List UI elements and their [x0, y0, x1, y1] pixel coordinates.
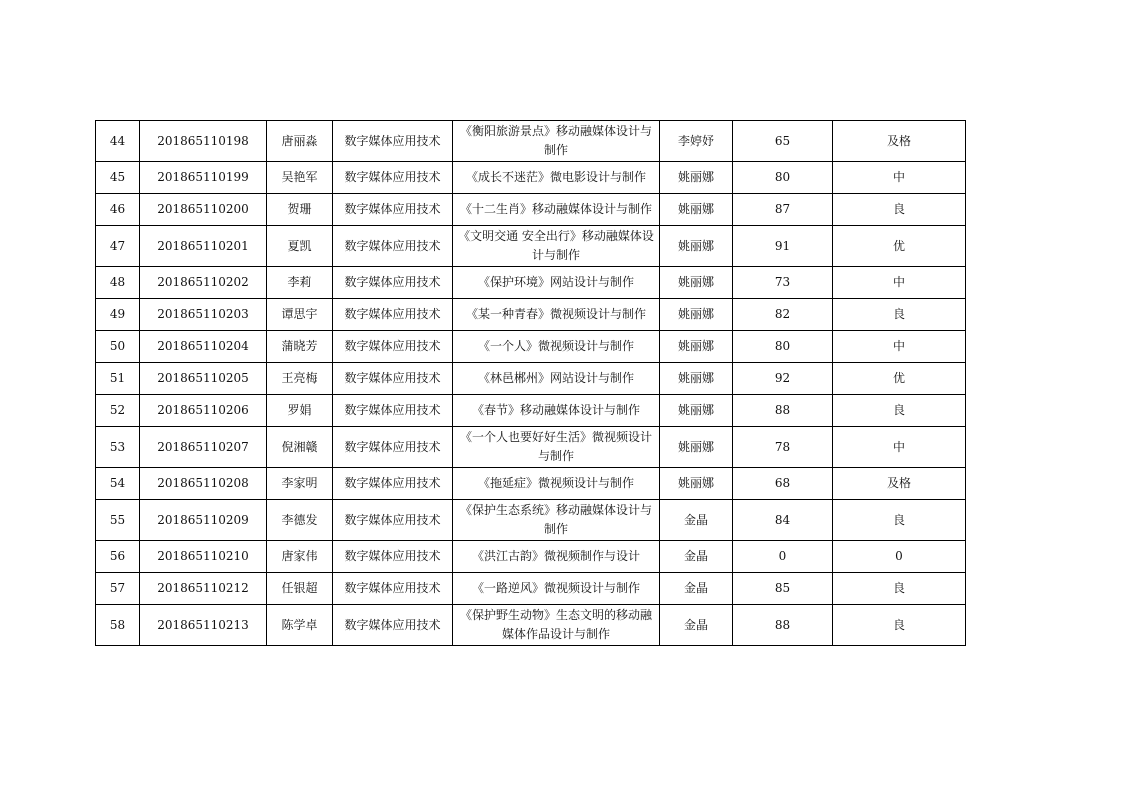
student-id-cell: 201865110208 — [140, 468, 267, 500]
row-number-cell: 56 — [96, 541, 140, 573]
advisor-cell: 姚丽娜 — [660, 194, 733, 226]
student-name-cell: 蒲晓芳 — [267, 331, 333, 363]
score-cell: 82 — [733, 299, 833, 331]
student-id-cell: 201865110206 — [140, 395, 267, 427]
advisor-cell: 姚丽娜 — [660, 427, 733, 468]
score-cell: 85 — [733, 573, 833, 605]
row-number-cell: 53 — [96, 427, 140, 468]
student-name-cell: 谭思宇 — [267, 299, 333, 331]
advisor-cell: 金晶 — [660, 605, 733, 646]
project-title-cell: 《一个人》微视频设计与制作 — [453, 331, 660, 363]
grade-cell: 中 — [833, 162, 966, 194]
advisor-cell: 姚丽娜 — [660, 395, 733, 427]
row-number-cell: 48 — [96, 267, 140, 299]
major-cell: 数字媒体应用技术 — [333, 299, 453, 331]
major-cell: 数字媒体应用技术 — [333, 162, 453, 194]
advisor-cell: 姚丽娜 — [660, 226, 733, 267]
student-id-cell: 201865110199 — [140, 162, 267, 194]
score-cell: 65 — [733, 121, 833, 162]
row-number-cell: 49 — [96, 299, 140, 331]
score-cell: 78 — [733, 427, 833, 468]
student-name-cell: 李德发 — [267, 500, 333, 541]
grade-cell: 中 — [833, 267, 966, 299]
table-row — [96, 226, 966, 267]
grades-table — [95, 120, 966, 646]
project-title-cell: 《保护野生动物》生态文明的移动融媒体作品设计与制作 — [453, 605, 660, 646]
advisor-cell: 姚丽娜 — [660, 267, 733, 299]
student-name-cell: 陈学卓 — [267, 605, 333, 646]
row-number-cell: 50 — [96, 331, 140, 363]
major-cell: 数字媒体应用技术 — [333, 363, 453, 395]
student-name-cell: 倪湘赣 — [267, 427, 333, 468]
score-cell: 73 — [733, 267, 833, 299]
student-name-cell: 夏凯 — [267, 226, 333, 267]
student-id-cell: 201865110207 — [140, 427, 267, 468]
major-cell: 数字媒体应用技术 — [333, 267, 453, 299]
score-cell: 87 — [733, 194, 833, 226]
student-id-cell: 201865110200 — [140, 194, 267, 226]
row-number-cell: 46 — [96, 194, 140, 226]
student-name-cell: 李莉 — [267, 267, 333, 299]
project-title-cell: 《文明交通 安全出行》移动融媒体设计与制作 — [453, 226, 660, 267]
project-title-cell: 《十二生肖》移动融媒体设计与制作 — [453, 194, 660, 226]
table-row — [96, 121, 966, 162]
student-name-cell: 贺珊 — [267, 194, 333, 226]
table-row — [96, 468, 966, 500]
student-name-cell: 唐丽淼 — [267, 121, 333, 162]
student-name-cell: 李家明 — [267, 468, 333, 500]
project-title-cell: 《成长不迷茫》微电影设计与制作 — [453, 162, 660, 194]
major-cell: 数字媒体应用技术 — [333, 468, 453, 500]
advisor-cell: 金晶 — [660, 541, 733, 573]
advisor-cell: 金晶 — [660, 573, 733, 605]
project-title-cell: 《一个人也要好好生活》微视频设计与制作 — [453, 427, 660, 468]
advisor-cell: 金晶 — [660, 500, 733, 541]
student-name-cell: 吴艳军 — [267, 162, 333, 194]
table-body — [96, 121, 966, 646]
project-title-cell: 《衡阳旅游景点》移动融媒体设计与制作 — [453, 121, 660, 162]
advisor-cell: 李婷妤 — [660, 121, 733, 162]
student-name-cell: 王亮梅 — [267, 363, 333, 395]
table-row — [96, 605, 966, 646]
grade-cell: 优 — [833, 226, 966, 267]
grade-cell: 良 — [833, 605, 966, 646]
table-row — [96, 267, 966, 299]
project-title-cell: 《保护生态系统》移动融媒体设计与制作 — [453, 500, 660, 541]
major-cell: 数字媒体应用技术 — [333, 395, 453, 427]
score-cell: 88 — [733, 395, 833, 427]
advisor-cell: 姚丽娜 — [660, 299, 733, 331]
grade-cell: 良 — [833, 299, 966, 331]
student-name-cell: 任银超 — [267, 573, 333, 605]
major-cell: 数字媒体应用技术 — [333, 194, 453, 226]
student-id-cell: 201865110203 — [140, 299, 267, 331]
grade-cell: 及格 — [833, 468, 966, 500]
student-id-cell: 201865110213 — [140, 605, 267, 646]
table-row — [96, 500, 966, 541]
major-cell: 数字媒体应用技术 — [333, 541, 453, 573]
student-id-cell: 201865110212 — [140, 573, 267, 605]
score-cell: 80 — [733, 331, 833, 363]
row-number-cell: 57 — [96, 573, 140, 605]
major-cell: 数字媒体应用技术 — [333, 500, 453, 541]
table-row — [96, 299, 966, 331]
score-cell: 0 — [733, 541, 833, 573]
score-cell: 92 — [733, 363, 833, 395]
grade-cell: 良 — [833, 395, 966, 427]
project-title-cell: 《某一种青春》微视频设计与制作 — [453, 299, 660, 331]
grade-cell: 0 — [833, 541, 966, 573]
row-number-cell: 51 — [96, 363, 140, 395]
student-id-cell: 201865110198 — [140, 121, 267, 162]
row-number-cell: 45 — [96, 162, 140, 194]
major-cell: 数字媒体应用技术 — [333, 331, 453, 363]
student-name-cell: 唐家伟 — [267, 541, 333, 573]
project-title-cell: 《保护环境》网站设计与制作 — [453, 267, 660, 299]
row-number-cell: 58 — [96, 605, 140, 646]
table-row — [96, 427, 966, 468]
row-number-cell: 44 — [96, 121, 140, 162]
major-cell: 数字媒体应用技术 — [333, 605, 453, 646]
row-number-cell: 47 — [96, 226, 140, 267]
table-row — [96, 363, 966, 395]
student-id-cell: 201865110204 — [140, 331, 267, 363]
advisor-cell: 姚丽娜 — [660, 363, 733, 395]
student-id-cell: 201865110202 — [140, 267, 267, 299]
score-cell: 80 — [733, 162, 833, 194]
project-title-cell: 《拖延症》微视频设计与制作 — [453, 468, 660, 500]
project-title-cell: 《一路逆风》微视频设计与制作 — [453, 573, 660, 605]
score-cell: 88 — [733, 605, 833, 646]
table-row — [96, 395, 966, 427]
grade-cell: 中 — [833, 331, 966, 363]
project-title-cell: 《洪江古韵》微视频制作与设计 — [453, 541, 660, 573]
table-row — [96, 194, 966, 226]
score-cell: 68 — [733, 468, 833, 500]
student-id-cell: 201865110209 — [140, 500, 267, 541]
student-name-cell: 罗娟 — [267, 395, 333, 427]
grade-cell: 良 — [833, 194, 966, 226]
grade-cell: 良 — [833, 573, 966, 605]
grade-cell: 中 — [833, 427, 966, 468]
student-id-cell: 201865110205 — [140, 363, 267, 395]
project-title-cell: 《林邑郴州》网站设计与制作 — [453, 363, 660, 395]
grade-cell: 及格 — [833, 121, 966, 162]
major-cell: 数字媒体应用技术 — [333, 573, 453, 605]
major-cell: 数字媒体应用技术 — [333, 427, 453, 468]
row-number-cell: 54 — [96, 468, 140, 500]
advisor-cell: 姚丽娜 — [660, 162, 733, 194]
project-title-cell: 《春节》移动融媒体设计与制作 — [453, 395, 660, 427]
table-row — [96, 331, 966, 363]
table-row — [96, 162, 966, 194]
row-number-cell: 55 — [96, 500, 140, 541]
score-cell: 84 — [733, 500, 833, 541]
grade-cell: 优 — [833, 363, 966, 395]
student-id-cell: 201865110201 — [140, 226, 267, 267]
row-number-cell: 52 — [96, 395, 140, 427]
score-cell: 91 — [733, 226, 833, 267]
table-row — [96, 541, 966, 573]
student-id-cell: 201865110210 — [140, 541, 267, 573]
advisor-cell: 姚丽娜 — [660, 331, 733, 363]
advisor-cell: 姚丽娜 — [660, 468, 733, 500]
table-row — [96, 573, 966, 605]
major-cell: 数字媒体应用技术 — [333, 121, 453, 162]
document-page — [95, 120, 966, 646]
grade-cell: 良 — [833, 500, 966, 541]
major-cell: 数字媒体应用技术 — [333, 226, 453, 267]
